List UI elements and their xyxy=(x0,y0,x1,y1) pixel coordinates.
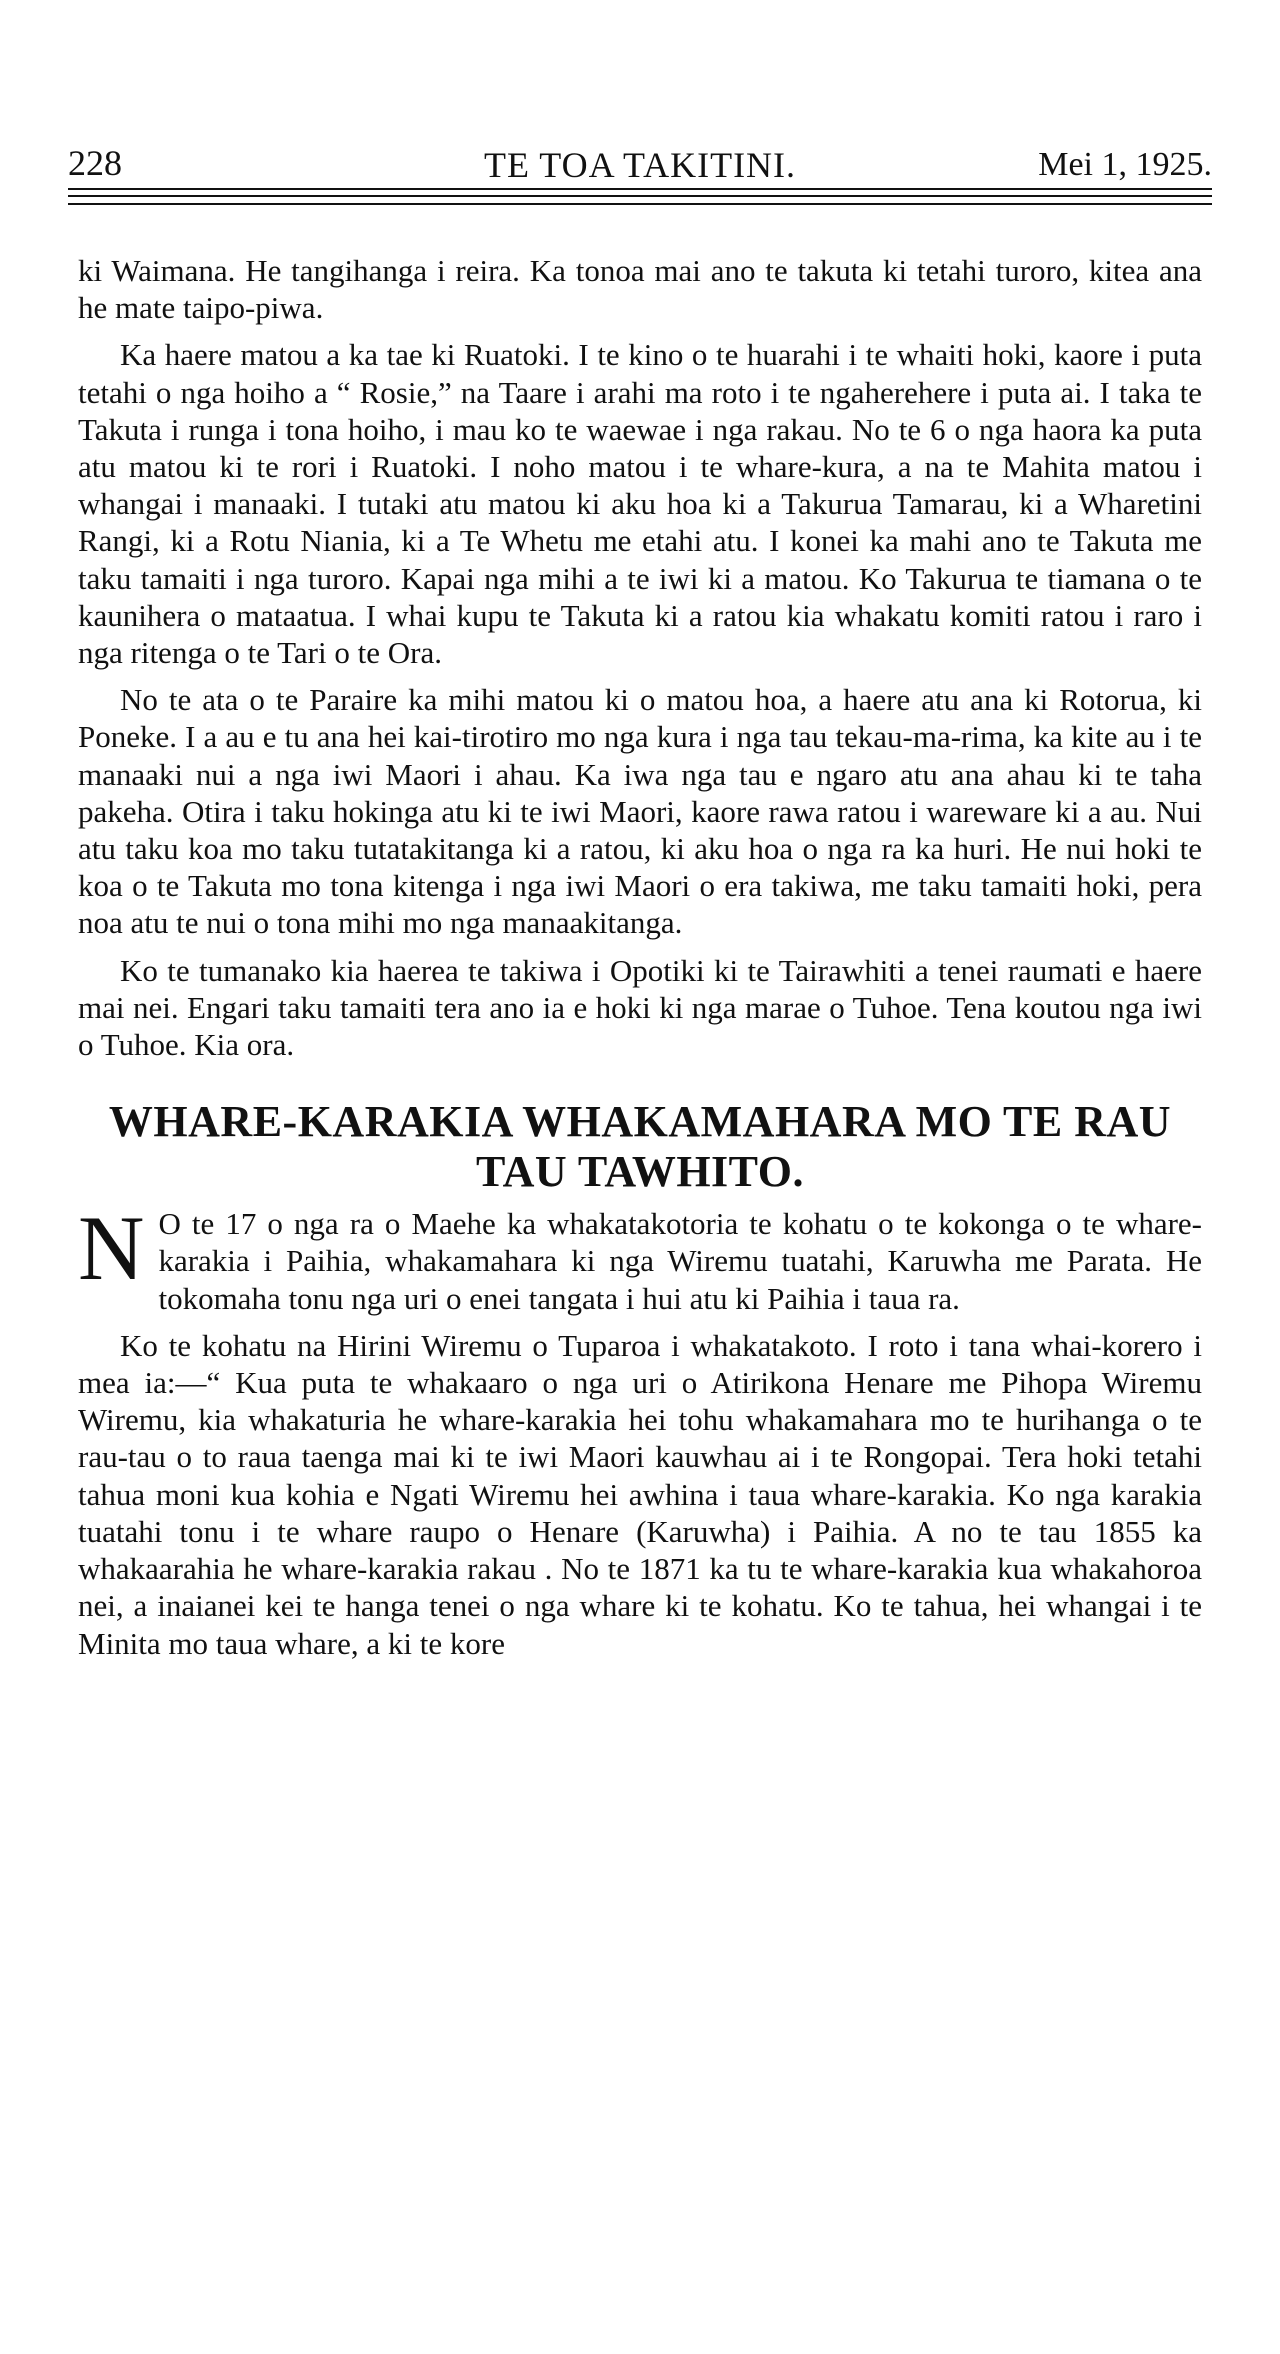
drop-cap-letter: N xyxy=(78,1197,145,1300)
running-header xyxy=(68,142,1212,192)
header-rule-bottom xyxy=(68,203,1212,205)
publication-title: TE TOA TAKITINI. xyxy=(483,145,797,185)
paragraph-ruatoki: Ka haere matou a ka tae ki Ruatoki. I te kino o te huarahi i te whaiti hoki, kaore i puta tetahi o nga hoiho a “ Rosie,” na Taare i arahi ma roto i te ngaherehere i puta ai. I taka te Takuta i runga i tona hoiho, i mau ko te waewae i nga rakau. No te 6 o nga haora ka puta atu matou ki te rori i Ruatoki. I noho matou i te whare-kura, a na te Mahita matou i whangai i manaaki. I tutaki atu matou ki aku hoa ki a Takurua Tamarau, ki a Wharetini Rangi, ki a Rotu Niania, ki a Te Whetu me etahi atu. I konei ka mahi ano te Takuta me taku tamaiti i nga turoro. Kapai nga mihi a te iwi ki a matou. Ko Takurua te tiamana o te kaunihera o mataatua. I whai kupu te Takuta ki a ratou kia whakatu komiti ratou i raro i nga ritenga o te Tari o te Ora. xyxy=(78,337,1202,671)
header-rule-middle xyxy=(68,195,1212,197)
header-rule-top xyxy=(68,188,1212,190)
article-body xyxy=(78,252,1202,1662)
paragraph-opening xyxy=(78,1197,1202,1317)
paragraph-tumanako: Ko te tumanako kia haerea te takiwa i Opotiki ki te Tairawhiti a tenei raumati e haere mai nei. Engari taku tamaiti tera ano ia e hoki ki nga marae o Tuhoe. Tena koutou nga iwi o Tuhoe. Kia ora. xyxy=(78,952,1202,1063)
opening-text: O te 17 o nga ra o Maehe ka whakatakotoria te kohatu o te kokonga o te whare-karakia i Paihia, whakamahara ki nga Wiremu tuatahi, Karuwha me Parata. He tokomaha tonu nga uri o enei tangata i hui atu ki Paihia i taua ra. xyxy=(158,1206,1202,1316)
paragraph-paraire: No te ata o te Paraire ka mihi matou ki o matou hoa, a haere atu ana ki Rotorua, ki Poneke. I a au e tu ana hei kai-tirotiro mo nga kura i nga tau tekau-ma-rima, ka kite au i te manaaki nui a nga iwi Maori i ahau. Ka iwa nga tau e ngaro atu ana ahau ki te taha pakeha. Otira i taku hokinga atu ki te iwi Maori, kaore rawa ratou i wareware ki a au. Nui atu taku koa mo taku tutatakitanga ki a ratou, ki aku hoa o nga ra ka huri. He nui hoki te koa o te Takuta mo tona kitenga i nga iwi Maori o era takiwa, me taku tamaiti hoki, pera noa atu te nui o tona mihi mo nga manaakitanga. xyxy=(78,682,1202,941)
issue-date: Mei 1, 1925. xyxy=(1038,146,1212,183)
page-number: 228 xyxy=(68,143,122,183)
section-heading: WHARE-KARAKIA WHAKAMAHARA MO TE RAU TAU TAWHITO. xyxy=(108,1097,1172,1197)
paragraph-continuation: ki Waimana. He tangihanga i reira. Ka tonoa mai ano te takuta ki tetahi turoro, kitea ana he mate taipo-piwa. xyxy=(78,253,1202,326)
paragraph-kohatu: Ko te kohatu na Hirini Wiremu o Tuparoa i whakatakoto. I roto i tana whai-korero i mea ia:—“ Kua puta te whakaaro o nga uri o Atirikona Henare me Pihopa Wiremu Wiremu, kia whakaturia he whare-karakia hei tohu whakamahara mo te hurihanga o te rau-tau o to raua taenga mai ki te iwi Maori kauwhau ai i te Rongopai. Tera hoki tetahi tahua moni kua kohia e Ngati Wiremu hei awhina i taua whare-karakia. Ko nga karakia tuatahi tonu i te whare raupo o Henare (Karuwha) i Paihia. A no te tau 1855 ka whakaarahia he whare-karakia rakau . No te 1871 ka tu te whare-karakia kua whakahoroa nei, a inaianei kei te hanga tenei o nga whare ki te kohatu. Ko te tahua, hei whangai i te Minita mo taua whare, a ki te kore xyxy=(78,1327,1202,1661)
